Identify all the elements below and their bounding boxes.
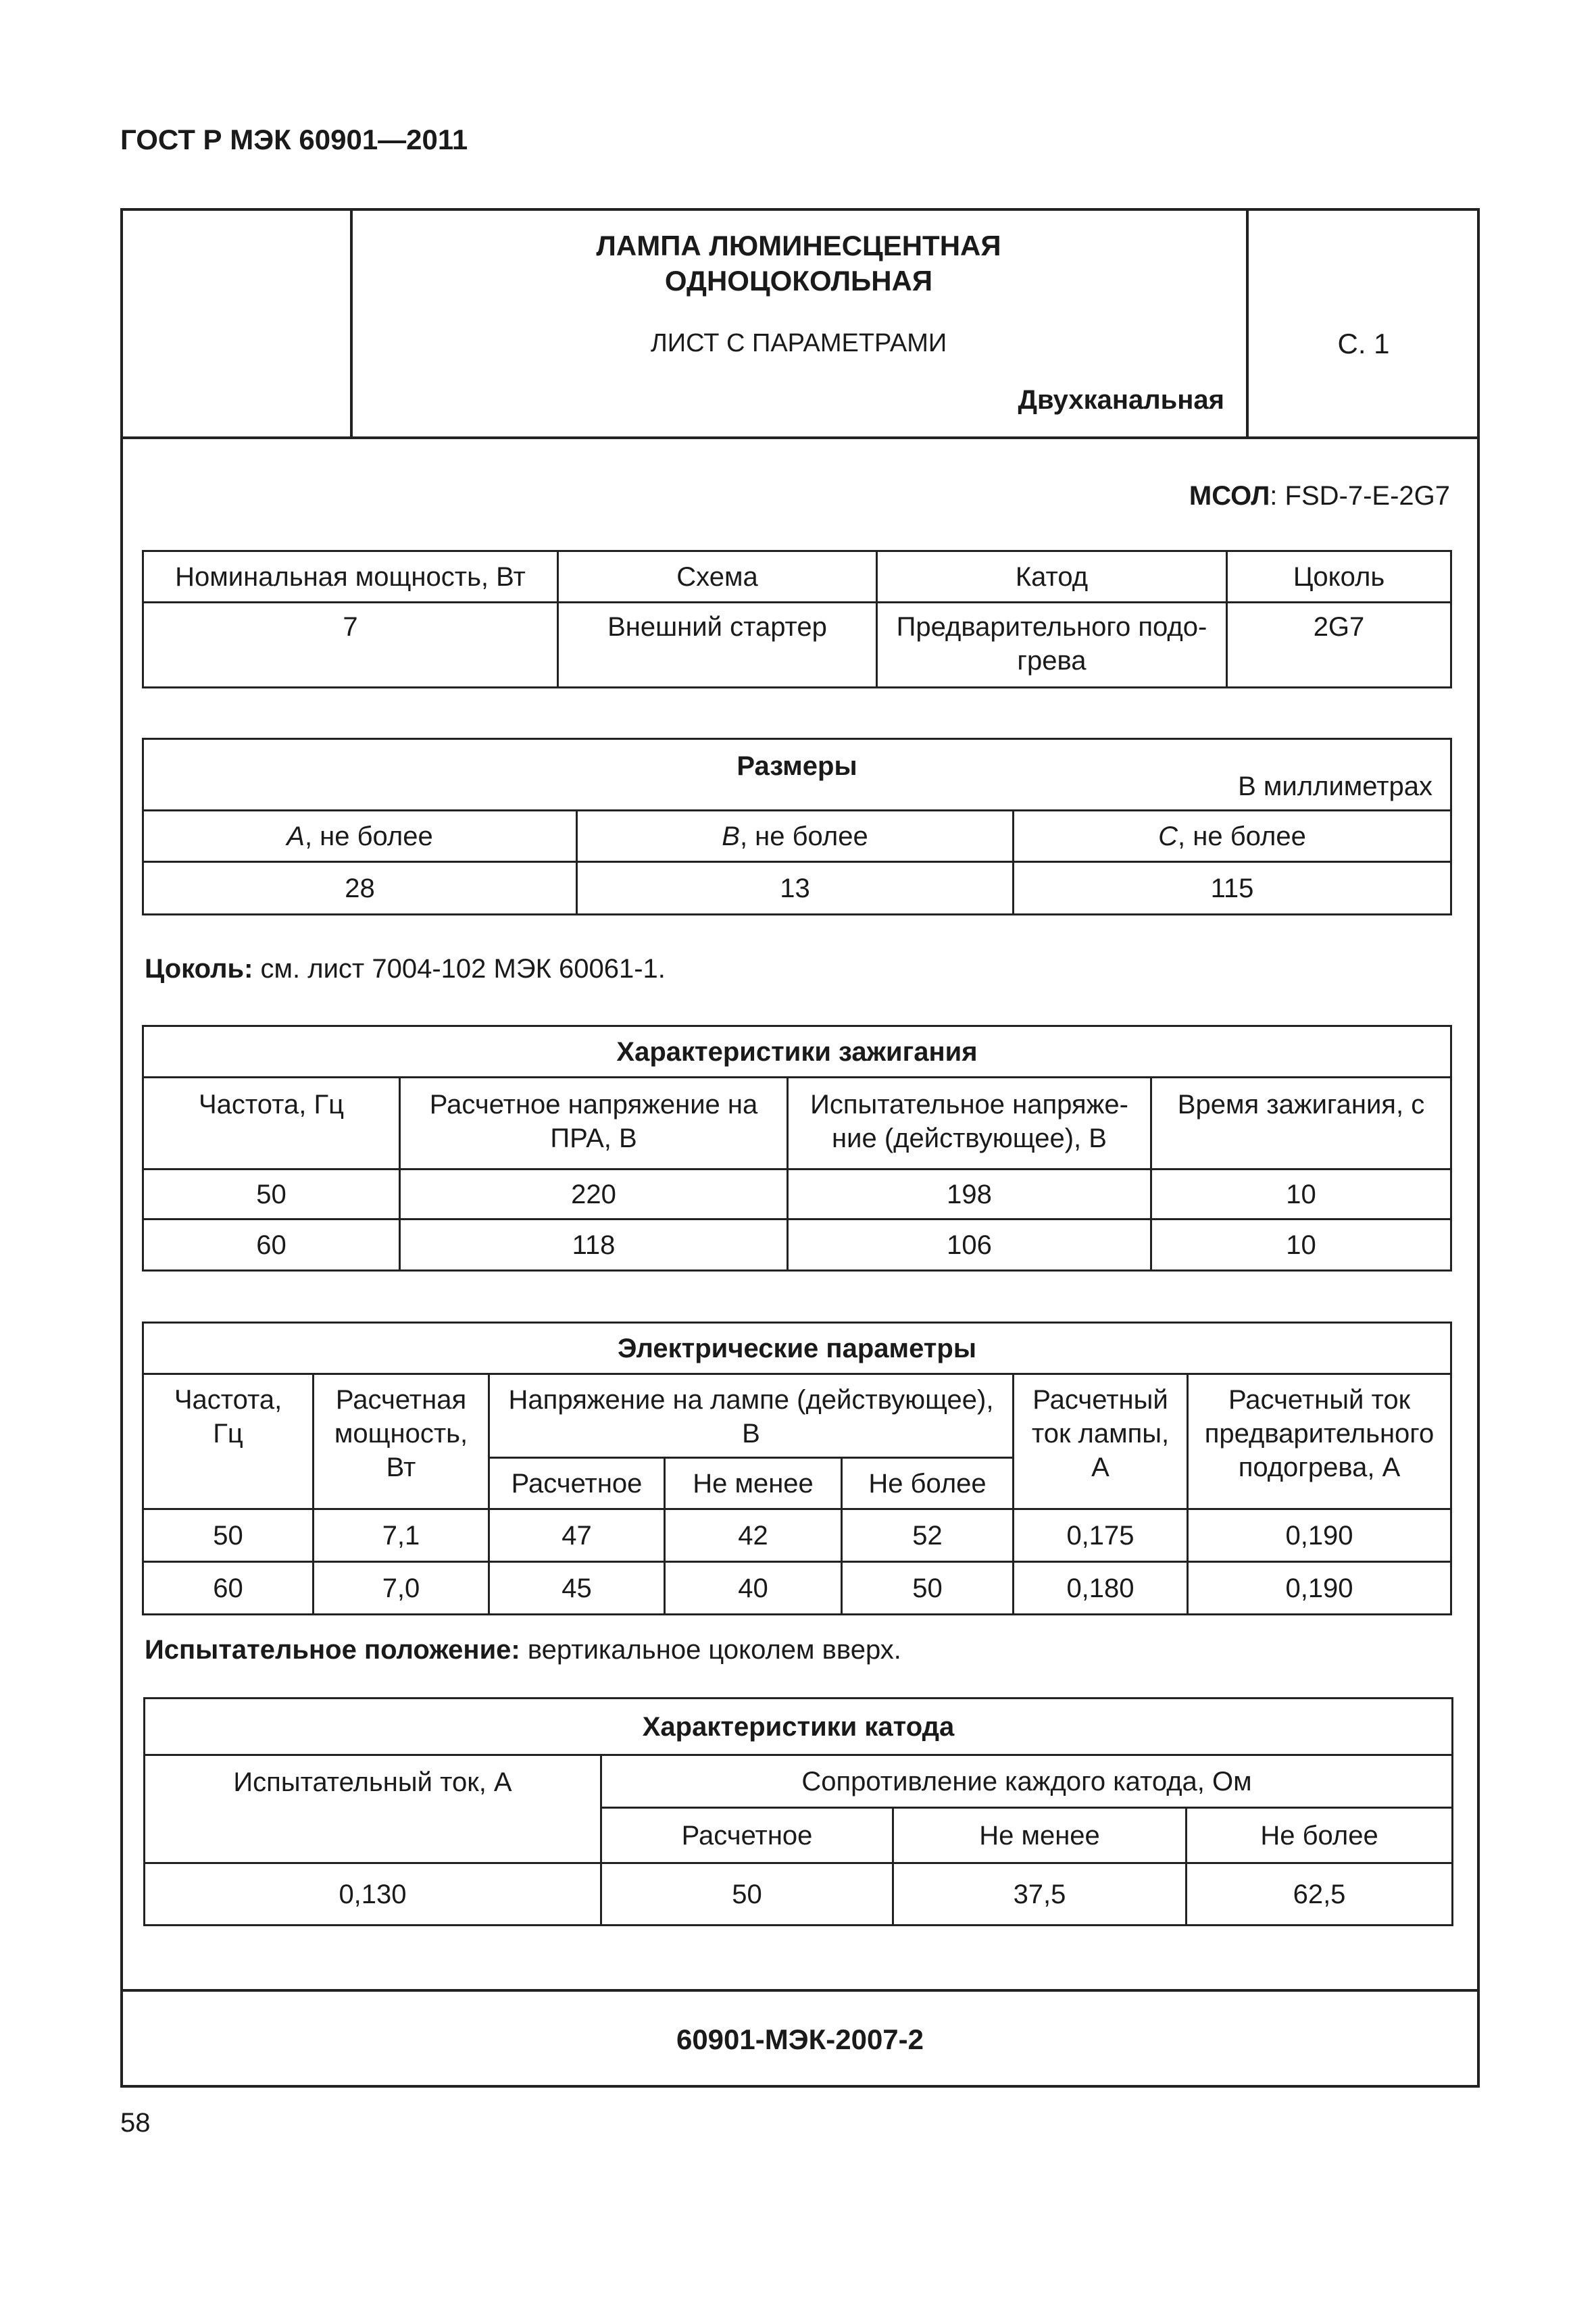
sheet-type: Двухканальная bbox=[1018, 385, 1224, 415]
cell-power: 7 bbox=[143, 603, 558, 688]
el-row2-preheat: 0,190 bbox=[1188, 1562, 1451, 1615]
ign-row1-time: 10 bbox=[1151, 1169, 1451, 1219]
dimensions-title-cell bbox=[143, 739, 1451, 811]
dimensions-title: Размеры bbox=[737, 751, 857, 781]
el-sub-rated: Расчетное bbox=[489, 1458, 665, 1509]
ign-header-freq: Частота, Гц bbox=[143, 1078, 400, 1169]
cat-val-current: 0,130 bbox=[145, 1863, 601, 1926]
dim-header-a: A, не более bbox=[143, 811, 577, 862]
dim-value-c: 115 bbox=[1014, 862, 1451, 915]
header-power: Номинальная мощность, Вт bbox=[143, 551, 558, 603]
cap-note-text: см. лист 7004-102 МЭК 60061-1. bbox=[253, 954, 666, 984]
el-row1-freq: 50 bbox=[143, 1509, 314, 1562]
el-row2-freq: 60 bbox=[143, 1562, 314, 1615]
test-position-note bbox=[145, 1635, 901, 1665]
ign-header-time: Время зажигания, с bbox=[1151, 1078, 1451, 1169]
dimensions-units: В миллиметрах bbox=[1238, 772, 1433, 801]
el-row1-max: 52 bbox=[842, 1509, 1014, 1562]
electrical-title: Электрические параметры bbox=[143, 1323, 1451, 1374]
ign-row1-voltage: 220 bbox=[400, 1169, 788, 1219]
cat-sub-rated: Расчетное bbox=[601, 1808, 893, 1863]
cathode-table bbox=[143, 1697, 1453, 1926]
ign-header-test-voltage: Испытательное напряже- ние (действующее), В bbox=[788, 1078, 1151, 1169]
el-row1-preheat: 0,190 bbox=[1188, 1509, 1451, 1562]
ign-header-voltage: Расчетное напряжение на ПРА, В bbox=[400, 1078, 788, 1169]
header-scheme: Схема bbox=[558, 551, 877, 603]
test-position-text: вертикальное цоколем вверх. bbox=[520, 1635, 901, 1665]
ign-row2-voltage: 118 bbox=[400, 1219, 788, 1271]
el-row2-min: 40 bbox=[665, 1562, 842, 1615]
el-sub-min: Не менее bbox=[665, 1458, 842, 1509]
cat-val-min: 37,5 bbox=[893, 1863, 1187, 1926]
cell-cap: 2G7 bbox=[1227, 603, 1451, 688]
footer-divider bbox=[120, 1989, 1480, 1992]
cap-note bbox=[145, 954, 666, 984]
cap-note-label: Цоколь: bbox=[145, 954, 253, 984]
cat-sub-max: Не более bbox=[1187, 1808, 1453, 1863]
standard-header: ГОСТ Р МЭК 60901—2011 bbox=[120, 124, 468, 155]
el-row1-min: 42 bbox=[665, 1509, 842, 1562]
cat-val-rated: 50 bbox=[601, 1863, 893, 1926]
dim-value-a: 28 bbox=[143, 862, 577, 915]
el-row2-max: 50 bbox=[842, 1562, 1014, 1615]
title-divider bbox=[120, 436, 1480, 439]
el-row2-current: 0,180 bbox=[1014, 1562, 1188, 1615]
ign-row2-time: 10 bbox=[1151, 1219, 1451, 1271]
cell-scheme: Внешний стартер bbox=[558, 603, 877, 688]
page-ref: С. 1 bbox=[1337, 328, 1390, 359]
el-row1-power: 7,1 bbox=[314, 1509, 489, 1562]
ignition-table bbox=[142, 1025, 1452, 1272]
dim-header-c: C, не более bbox=[1014, 811, 1451, 862]
el-header-current: Расчетный ток лампы, А bbox=[1014, 1374, 1188, 1509]
ign-row2-test-voltage: 106 bbox=[788, 1219, 1151, 1271]
lamp-code bbox=[135, 481, 1450, 511]
el-row2-power: 7,0 bbox=[314, 1562, 489, 1615]
el-row2-rated: 45 bbox=[489, 1562, 665, 1615]
el-row1-rated: 47 bbox=[489, 1509, 665, 1562]
test-position-label: Испытательное положение: bbox=[145, 1635, 520, 1665]
ign-row1-freq: 50 bbox=[143, 1169, 400, 1219]
dim-value-b: 13 bbox=[577, 862, 1014, 915]
sheet-title-line1: ЛАМПА ЛЮМИНЕСЦЕНТНАЯ bbox=[596, 230, 1001, 261]
header-cathode: Катод bbox=[877, 551, 1227, 603]
cat-sub-min: Не менее bbox=[893, 1808, 1187, 1863]
el-header-power: Расчетная мощность, Вт bbox=[314, 1374, 489, 1509]
page-number: 58 bbox=[120, 2108, 151, 2138]
ign-row1-test-voltage: 198 bbox=[788, 1169, 1151, 1219]
el-header-preheat: Расчетный ток предварительного подогрева, А bbox=[1188, 1374, 1451, 1509]
title-right-divider bbox=[1246, 208, 1249, 438]
cathode-title: Характеристики катода bbox=[145, 1699, 1453, 1755]
lamp-code-value: : FSD-7-E-2G7 bbox=[1270, 481, 1450, 511]
el-row1-current: 0,175 bbox=[1014, 1509, 1188, 1562]
el-sub-max: Не более bbox=[842, 1458, 1014, 1509]
dim-header-b: B, не более bbox=[577, 811, 1014, 862]
cell-cathode: Предварительного подо- грева bbox=[877, 603, 1227, 688]
header-cap: Цоколь bbox=[1227, 551, 1451, 603]
el-header-freq: Частота, Гц bbox=[143, 1374, 314, 1509]
ign-row2-freq: 60 bbox=[143, 1219, 400, 1271]
cat-header-resistance: Сопротивление каждого катода, Ом bbox=[601, 1755, 1453, 1808]
sheet-subtitle: ЛИСТ С ПАРАМЕТРАМИ bbox=[650, 329, 947, 357]
cat-header-current: Испытательный ток, А bbox=[145, 1755, 601, 1863]
cat-val-max: 62,5 bbox=[1187, 1863, 1453, 1926]
ignition-title: Характеристики зажигания bbox=[143, 1026, 1451, 1078]
lamp-code-label: МСОЛ bbox=[1189, 481, 1270, 511]
electrical-table bbox=[142, 1322, 1452, 1615]
sheet-title-line2: ОДНОЦОКОЛЬНАЯ bbox=[664, 265, 933, 297]
el-header-voltage: Напряжение на лампе (действующее), В bbox=[489, 1374, 1014, 1458]
dimensions-table bbox=[142, 738, 1452, 915]
footer-code: 60901-МЭК-2007-2 bbox=[676, 2023, 924, 2055]
main-table bbox=[142, 550, 1452, 688]
